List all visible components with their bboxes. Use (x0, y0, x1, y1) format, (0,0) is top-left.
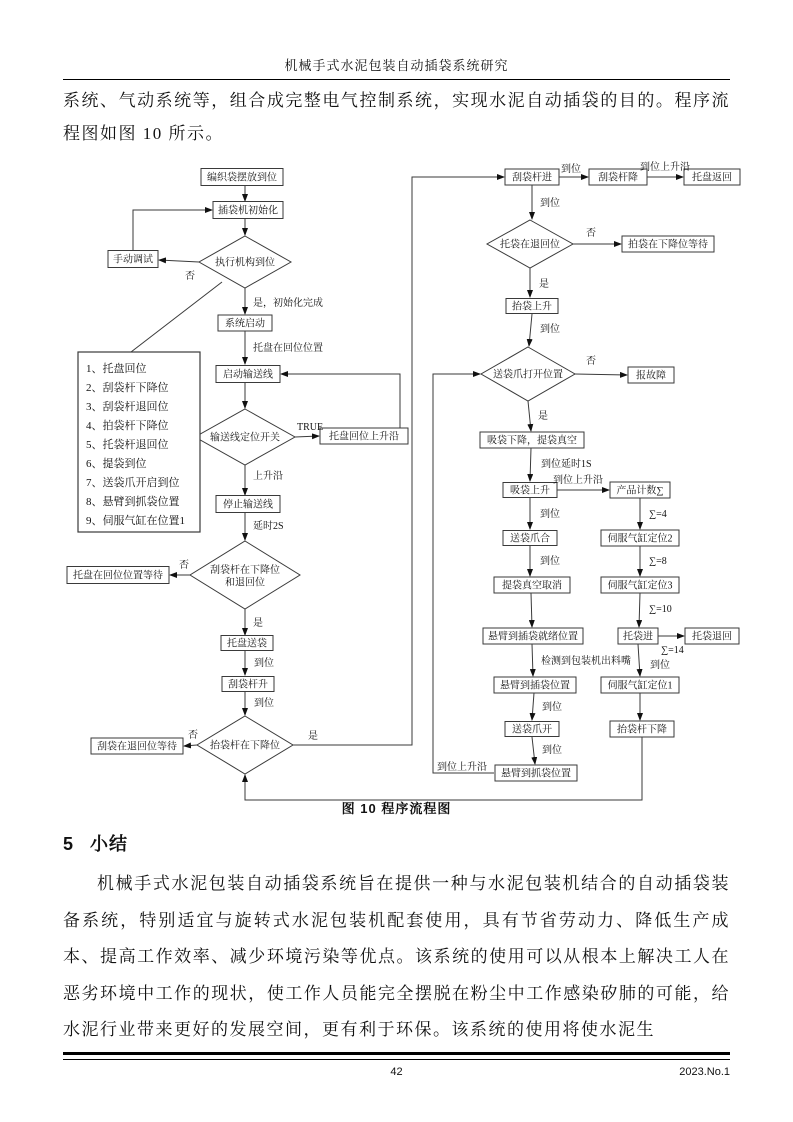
flow-legend-item: 3、刮袋杆退回位 (86, 401, 169, 413)
flow-edge-label: 延时2S (253, 521, 284, 532)
flow-node-label-scraper-check: 和退回位 (225, 577, 265, 589)
flow-node-label-suction-up: 吸袋上升 (510, 485, 550, 497)
flow-edge-label: 到位上升沿 (437, 762, 487, 773)
flow-node-label-holder-in: 托袋进 (623, 631, 653, 643)
flow-edge (133, 210, 212, 250)
flow-edge (639, 593, 640, 627)
flow-node-label-holder-retracted: 托袋在退回位 (500, 239, 560, 251)
flow-edge-label: 是 (308, 731, 318, 742)
flow-edge-label: 否 (586, 228, 596, 239)
intro-paragraph: 系统、气动系统等，组合成完整电气控制系统，实现水泥自动插袋的目的。程序流程图如图 10 所示。 (63, 91, 730, 143)
flow-edge (532, 737, 535, 764)
flow-edge-label: ∑=10 (649, 604, 672, 615)
flow-node-label-report-fault: 报故障 (636, 370, 666, 382)
flow-edge-label: TRUE (297, 422, 324, 433)
flow-node-label-lift-rod-check: 抬袋杆在下降位 (210, 740, 280, 752)
flow-edge-label: ∑=8 (649, 556, 667, 567)
flow-edge-label: 上升沿 (253, 471, 283, 482)
flow-legend-item: 9、伺服气缸在位置1 (86, 515, 185, 527)
flow-node-label-arm-ready-pos: 悬臂到插袋就绪位置 (488, 631, 578, 643)
flow-edge (293, 177, 504, 745)
flow-edge-label: 到位延时1S (541, 459, 592, 470)
flow-node-label-claw-open: 送袋爪开 (512, 724, 552, 736)
flow-edge-label: ∑=14 (661, 645, 684, 656)
flow-edge (529, 314, 532, 346)
flow-legend-item: 4、拍袋杆下降位 (86, 420, 169, 432)
flow-edge-label: 否 (188, 730, 198, 741)
flowchart-svg (0, 155, 793, 810)
flow-node-label-pallet-home-rising: 托盘回位上升沿 (329, 431, 399, 443)
flow-edge (528, 401, 531, 431)
flow-node-label-scraper-down: 刮袋杆降 (598, 172, 638, 184)
flow-node-label-system-start: 系统启动 (225, 318, 265, 330)
issue-label: 2023.No.1 (679, 1066, 730, 1078)
flow-node-label-conveyor-switch: 输送线定位开关 (210, 432, 280, 444)
flow-node-label-claw-close: 送袋爪合 (510, 533, 550, 545)
flow-edge-label: 否 (586, 356, 596, 367)
section-title: 小结 (90, 834, 129, 854)
flow-edge-label: 到位 (542, 702, 562, 713)
flow-node-label-servo-pos3: 伺服气缸定位3 (607, 580, 673, 592)
flow-node-label-stop-conveyor: 停止输送线 (223, 499, 273, 511)
section-number: 5 (63, 834, 75, 854)
flow-node-label-scraper-wait: 刮袋在退回位等待 (97, 741, 177, 753)
flow-node-label-scraper-in: 刮袋杆进 (512, 172, 552, 184)
flow-node-label-pallet-wait-home: 托盘在回位位置等待 (73, 570, 163, 582)
flow-node-label-holder-back: 托袋退回 (692, 631, 732, 643)
footer-rule (63, 1052, 730, 1060)
flow-node-label-bag-placed: 编织袋摆放到位 (207, 172, 277, 184)
flow-edge (532, 644, 533, 676)
flow-node-label-pallet-return: 托盘返回 (692, 172, 732, 184)
flow-edge (530, 448, 531, 481)
flow-edge-label: ∑=4 (649, 509, 667, 520)
flow-edge-label: 到位 (254, 658, 274, 669)
flow-edge-label: 到位 (540, 324, 560, 335)
flow-legend-item: 8、悬臂到抓袋位置 (86, 496, 180, 508)
section-heading (63, 830, 730, 856)
flow-edge-label: 到位 (540, 509, 560, 520)
flow-node-label-manual-debug: 手动调试 (113, 254, 153, 266)
flow-edge-label: 否 (185, 271, 195, 282)
flow-legend-item: 6、提袋到位 (86, 458, 147, 470)
running-head (63, 55, 730, 80)
flow-node-label-product-count: 产品计数∑ (616, 485, 664, 497)
flow-node-label-arm-insert-pos: 悬臂到插袋位置 (500, 680, 570, 692)
flow-edge (131, 282, 222, 352)
summary-paragraph: 机械手式水泥包装自动插袋系统旨在提供一种与水泥包装机结合的自动插袋装备系统，特别适宜与旋转式水泥包装机配套使用，具有节省劳动力、降低生产成本、提高工作效率、减少环境污染等优点。该系统的使用可以从根本上解决工人在恶劣环境中工作的现状，使工作人员能完全摆脱在粉尘中工作感染矽肺的可能，给水泥行业带来更好的发展空间，更有利于环保。该系统的使用将使水泥生 (63, 874, 730, 1039)
flow-edge-label: 到位 (540, 198, 560, 209)
flow-node-label-scraper-check: 刮袋杆在下降位 (210, 565, 280, 576)
flow-edge-label: 到位上升沿 (640, 162, 690, 173)
flow-edge-label: 是 (538, 411, 548, 422)
flow-node-label-suction-down: 吸袋下降，提袋真空 (487, 435, 577, 447)
flow-node-label-lift-rod-down: 抬袋杆下降 (617, 724, 667, 736)
flow-edge (159, 260, 199, 262)
page-number: 42 (390, 1066, 403, 1078)
flow-node-label-scraper-up: 刮袋杆升 (228, 679, 268, 691)
flow-legend-item: 1、托盘回位 (86, 363, 147, 375)
flow-edge (532, 693, 534, 720)
flow-edge (531, 593, 532, 627)
flow-edge-label: 检测到包装机出料嘴 (541, 656, 631, 667)
flow-node-label-actuator-in-place: 执行机构到位 (215, 257, 275, 269)
flow-edge-label: 到位 (540, 556, 560, 567)
flow-edge-label: 是 (253, 618, 263, 629)
page-footer (63, 1066, 730, 1082)
flow-node-label-vacuum-cancel: 提袋真空取消 (502, 580, 562, 592)
flow-node-label-servo-pos2: 伺服气缸定位2 (607, 533, 673, 545)
flow-edge-label: 到位 (542, 745, 562, 756)
flow-legend-item: 7、送袋爪开启到位 (86, 477, 180, 489)
flow-node-label-claw-open-check: 送袋爪打开位置 (493, 369, 563, 381)
flow-node-label-servo-pos1: 伺服气缸定位1 (607, 680, 673, 692)
flow-edge (295, 436, 319, 437)
flow-edge-label: 到位上升沿 (553, 475, 603, 486)
flow-edge (184, 745, 197, 746)
flow-legend-item: 5、托袋杆退回位 (86, 439, 169, 451)
flow-edge-label: 到位 (254, 698, 274, 709)
flow-node-label-arm-grab-pos: 悬臂到抓袋位置 (501, 768, 571, 780)
flow-node-label-bag-lift-up: 抬袋上升 (512, 301, 552, 313)
flow-node-label-start-conveyor: 启动输送线 (223, 369, 273, 381)
flow-edge-label: 托盘在回位位置 (253, 343, 323, 354)
flow-edge-label: 是 (539, 279, 549, 290)
flow-edge-label: 是，初始化完成 (253, 298, 323, 309)
figure-caption: 图 10 程序流程图 (341, 801, 452, 816)
flow-legend-item: 2、刮袋杆下降位 (86, 382, 169, 394)
flow-edge-label: 到位 (650, 660, 670, 671)
flowchart (0, 155, 793, 810)
flow-node-label-patter-wait: 拍袋在下降位等待 (628, 239, 708, 251)
flow-edge (638, 644, 640, 676)
flow-edge (281, 374, 400, 428)
flow-edge-label: 否 (179, 560, 189, 571)
flow-edge-label: 到位 (561, 164, 581, 175)
flow-edge (575, 374, 627, 375)
flow-node-label-init: 插袋机初始化 (218, 205, 278, 217)
running-head-title: 机械手式水泥包装自动插袋系统研究 (284, 58, 509, 73)
flow-node-label-pallet-feed: 托盘送袋 (227, 638, 267, 650)
